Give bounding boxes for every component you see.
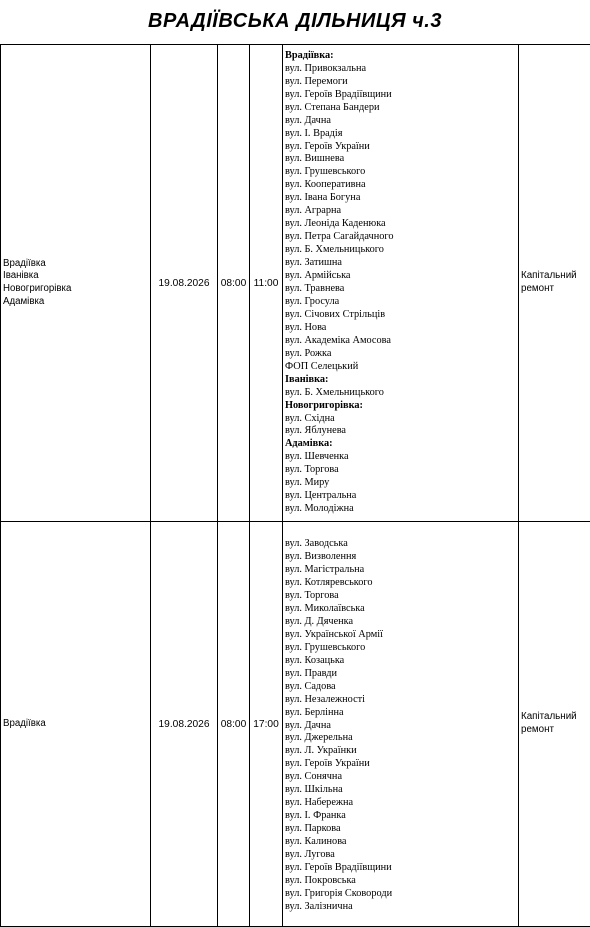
street-item: вул. Української Армії [285,629,516,642]
street-item: вул. Залізнична [285,901,516,914]
street-item: вул. Перемоги [285,76,516,89]
settlements-cell [1,45,151,522]
settlement-name: Адамівка [3,296,148,309]
table-row [1,45,590,522]
street-item: вул. Аграрна [285,205,516,218]
street-item: вул. Магістральна [285,564,516,577]
outage-schedule-table [0,44,590,927]
street-item: вул. Миру [285,477,516,490]
street-item: вул. І. Врадія [285,128,516,141]
street-item: вул. Петра Сагайдачного [285,231,516,244]
street-item: вул. Затишна [285,257,516,270]
street-item: вул. Заводська [285,538,516,551]
table-row [1,522,590,927]
street-item: вул. Дачна [285,720,516,733]
street-item: вул. І. Франка [285,810,516,823]
street-item: вул. Садова [285,681,516,694]
street-item: вул. Котляревського [285,577,516,590]
date-cell: 19.08.2026 [151,522,218,927]
street-item: вул. Травнева [285,283,516,296]
reason-text: ремонт [521,283,588,296]
street-item: ФОП Селецький [285,361,516,374]
settlement-name: Новогригорівка [3,283,148,296]
time-from-cell: 08:00 [218,522,250,927]
settlement-name: Врадіївка [3,258,148,271]
reason-text: Капітальний [521,270,588,283]
street-item: вул. Б. Хмельницького [285,244,516,257]
street-item: вул. Нова [285,322,516,335]
streets-cell [283,45,519,522]
street-item: вул. Визволення [285,551,516,564]
street-item: вул. Григорія Сковороди [285,888,516,901]
street-item: вул. Вишнева [285,153,516,166]
street-item: вул. Шкільна [285,784,516,797]
settlement-name: Іванівка [3,270,148,283]
street-item: вул. Кооперативна [285,179,516,192]
time-to-cell: 17:00 [250,522,283,927]
street-item: вул. Незалежності [285,694,516,707]
reason-cell [519,522,590,927]
street-item: вул. Берлінна [285,707,516,720]
street-item: вул. Молодіжна [285,503,516,516]
street-item: вул. Б. Хмельницького [285,387,516,400]
street-item: вул. Східна [285,413,516,426]
street-item: вул. Джерельна [285,732,516,745]
settlement-heading: Адамівка: [285,438,516,451]
street-item: вул. Академіка Амосова [285,335,516,348]
street-item: вул. Гросула [285,296,516,309]
time-to-cell: 11:00 [250,45,283,522]
street-item: вул. Армійська [285,270,516,283]
street-item: вул. Сонячна [285,771,516,784]
street-item: вул. Центральна [285,490,516,503]
street-item: вул. Степана Бандери [285,102,516,115]
reason-text: Капітальний [521,711,588,724]
street-item: вул. Івана Богуна [285,192,516,205]
street-item: вул. Д. Дяченка [285,616,516,629]
street-item: вул. Шевченка [285,451,516,464]
street-item: вул. Січових Стрільців [285,309,516,322]
street-item: вул. Козацька [285,655,516,668]
street-item: вул. Грушевського [285,166,516,179]
street-item: вул. Правди [285,668,516,681]
settlement-name: Врадіївка [3,718,148,731]
street-item: вул. Рожка [285,348,516,361]
street-item: вул. Героїв України [285,141,516,154]
street-item: вул. Леоніда Каденюка [285,218,516,231]
street-item: вул. Лугова [285,849,516,862]
street-item: вул. Героїв України [285,758,516,771]
reason-text: ремонт [521,724,588,737]
street-item: вул. Привокзальна [285,63,516,76]
street-item: вул. Торгова [285,464,516,477]
street-item: вул. Покровська [285,875,516,888]
street-item: вул. Набережна [285,797,516,810]
street-item: вул. Героїв Врадіївщини [285,862,516,875]
reason-cell [519,45,590,522]
settlements-cell [1,522,151,927]
street-item: вул. Торгова [285,590,516,603]
street-item: вул. Яблунева [285,425,516,438]
time-from-cell: 08:00 [218,45,250,522]
street-item: вул. Дачна [285,115,516,128]
street-item: вул. Грушевського [285,642,516,655]
street-item: вул. Калинова [285,836,516,849]
street-item: вул. Миколаївська [285,603,516,616]
streets-cell [283,522,519,927]
settlement-heading: Врадіївка: [285,50,516,63]
page-title: ВРАДІЇВСЬКА ДІЛЬНИЦЯ ч.3 [0,8,590,34]
street-item: вул. Героїв Врадіївщини [285,89,516,102]
date-cell: 19.08.2026 [151,45,218,522]
street-item: вул. Л. Українки [285,745,516,758]
street-item: вул. Паркова [285,823,516,836]
settlement-heading: Новогригорівка: [285,400,516,413]
settlement-heading: Іванівка: [285,374,516,387]
